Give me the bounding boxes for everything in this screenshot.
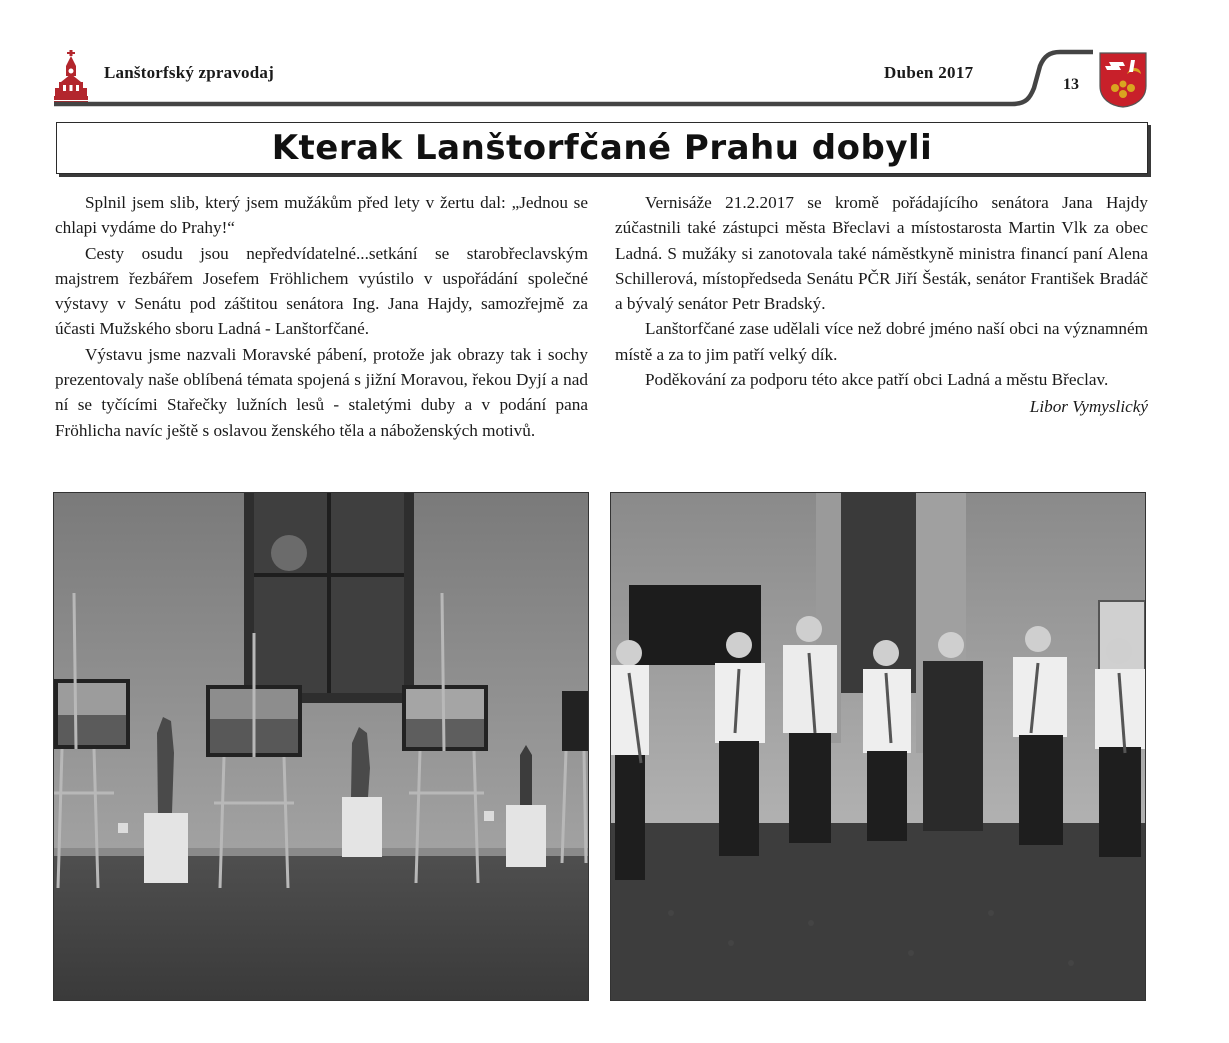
article-title: Kterak Lanštorfčané Prahu dobyli [271, 128, 933, 168]
paragraph: Lanštorfčané zase udělali více než dobré jméno naší obci na významném místě a za to jim patří velký dík. [615, 319, 1148, 364]
article-right-column [615, 190, 1148, 420]
article-left-column [55, 190, 588, 443]
choir-singing-photo [610, 492, 1146, 1001]
paragraph: Splnil jsem slib, který jsem mužákům před lety v žertu dal: „Jednou se chlapi vydáme do Prahy!“ [55, 193, 588, 238]
issue-date: Duben 2017 [884, 63, 974, 82]
page-header [0, 0, 1229, 115]
paragraph: Poděkování za podporu této akce patří obci Ladná a městu Břeclav. [645, 370, 1109, 390]
page-number: 13 [1063, 76, 1079, 93]
coat-of-arms-icon [1099, 52, 1147, 108]
header-rule [0, 0, 1229, 115]
paragraph: Cesty osudu jsou nepředvídatelné...setkání se starobřeclavským majstrem řezbářem Josefem Fröhlichem vyústilo v uspořádání společné výstavy v Senátu pod záštitou senátora Ing. Jana Hajdy, samozřejmě za účasti Mužského sboru Ladná - Lanštorfčané. [55, 243, 588, 339]
paragraph: Vernisáže 21.2.2017 se kromě pořádajícího senátora Jana Hajdy zúčastnili také zástupci města Břeclavi a místostarosta Martin Vlk za obec Ladná. S mužáky si zanotovala také náměstkyně ministra financí paní Alena Schillerová, místopředseda Senátu PČR Jiří Šesták, senátor František Bradáč a bývalý senátor Petr Bradský. [615, 193, 1148, 314]
exhibition-hall-photo [53, 492, 589, 1001]
paragraph: Výstavu jsme nazvali Moravské pábení, protože jak obrazy tak i sochy prezentovaly naše oblíbená témata spojená s jižní Moravou, řekou Dyjí a nad ní se tyčícími Stařečky lužních lesů - staletými duby a v podání pana Fröhlicha navíc ještě s oslavou ženského těla a náboženských motivů. [55, 344, 588, 440]
article-title-box [56, 122, 1148, 174]
newsletter-name: Lanštorfský zpravodaj [104, 63, 274, 82]
author-signature: Libor Vymyslický [1029, 397, 1148, 417]
